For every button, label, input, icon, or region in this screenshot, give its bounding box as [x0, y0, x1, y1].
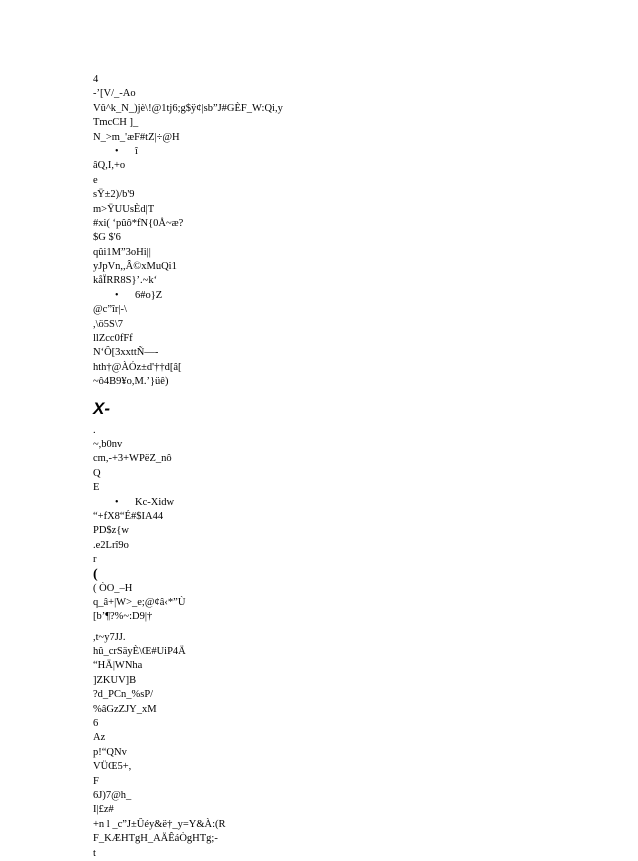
text-line: sŸ±2)/b'9 [93, 189, 135, 201]
text-line: N_>m_'æF#tZ|÷@H [93, 131, 180, 143]
text-line: ,t~y7JJ. [93, 631, 126, 643]
text-line: I|£z# [93, 804, 114, 816]
text-line: 6J)7@h_ [93, 789, 132, 801]
text-line: Az [93, 732, 106, 744]
text-line: 6 [93, 718, 99, 730]
text-column [93, 73, 613, 861]
text-line: VÜŒ5+, [93, 761, 132, 773]
bullet-text: 6#o}Z [135, 289, 163, 301]
text-line: ?d_PCn_%sP/ [93, 689, 154, 701]
text-line: %âGzZJY_xM [93, 703, 157, 715]
text-line: [b’¶?%~:D9|† [93, 611, 153, 623]
text-line: 4 [93, 74, 99, 85]
text-line: F_KÆHTgH_AÄÊáÒgHTg;- [93, 833, 218, 845]
bullet-item [93, 496, 613, 510]
text-line: r [93, 554, 97, 566]
text-line: N‘Ô[3xxttÑ—- [93, 347, 159, 359]
bullet-item [93, 289, 613, 303]
text-line: $G $'6 [93, 232, 121, 244]
text-line: llZcc0fFf [93, 333, 133, 345]
paren-mark: ( [93, 566, 98, 582]
text-line: ]ZKUV]B [93, 674, 137, 686]
text-line: . [93, 424, 96, 436]
text-line: ~ô4B9¥o,M.’}üê) [93, 376, 169, 388]
text-line: q_â+|W>_e;@¢â‹*”Ù [93, 596, 186, 608]
text-line: hth†@ÀÓz±d'††d[â[ [93, 361, 182, 373]
text-line: @c”îr|-\ [93, 304, 127, 316]
text-line: Q [93, 467, 101, 479]
text-line: PD$z{w [93, 525, 129, 537]
text-line: p!“QNv [93, 746, 127, 758]
text-line: âQ,I,+o [93, 160, 126, 172]
text-line: “HÄ|WNha [93, 660, 143, 672]
bullet-text: î [135, 145, 138, 157]
text-line: TmcCH ]_ [93, 117, 139, 129]
text-line: #xi( ‘pûô*fN{0Å~æ? [93, 217, 184, 229]
text-line: cm,-+3+WPëZ_nô [93, 453, 172, 465]
bullet-icon: • [115, 496, 119, 508]
text-line: hû_crSäyÈ\Œ#UiP4Ä [93, 646, 186, 658]
text-line: m>ŸUUsÈd|T [93, 203, 155, 215]
text-line: +n l _c”J±Ûéy&ë†_y=Y&À:(R [93, 818, 226, 830]
text-line: kåÏRR8S}’.~k‘ [93, 275, 158, 287]
text-line: ( ÒO_–H [93, 582, 133, 594]
text-line: Vû^k_N_)jè\!@1tj6;g$ÿ¢|sb”J#GÈF_W:Qi,y [93, 102, 283, 114]
bullet-icon: • [115, 289, 119, 301]
bullet-text: Kc-Xidw [135, 496, 175, 508]
text-line: F [93, 775, 99, 787]
text-line: .e2Lrî9o [93, 539, 129, 551]
text-line: -’[V/_-Ao [93, 88, 136, 100]
text-line: qûi1M”3oHi|| [93, 246, 151, 258]
text-line: E [93, 482, 100, 494]
bullet-item [93, 145, 613, 159]
text-line: t [93, 847, 96, 859]
section-heading: X- [93, 398, 110, 418]
text-line: “+fX8“É#$IA44 [93, 510, 164, 522]
text-line: ,\ö5S\7 [93, 318, 124, 330]
bullet-icon: • [115, 145, 119, 157]
text-line: ~,b0nv [93, 438, 123, 450]
text-line: e [93, 174, 98, 186]
text-line: yJpVn,,Â©xMuQi1 [93, 261, 177, 273]
